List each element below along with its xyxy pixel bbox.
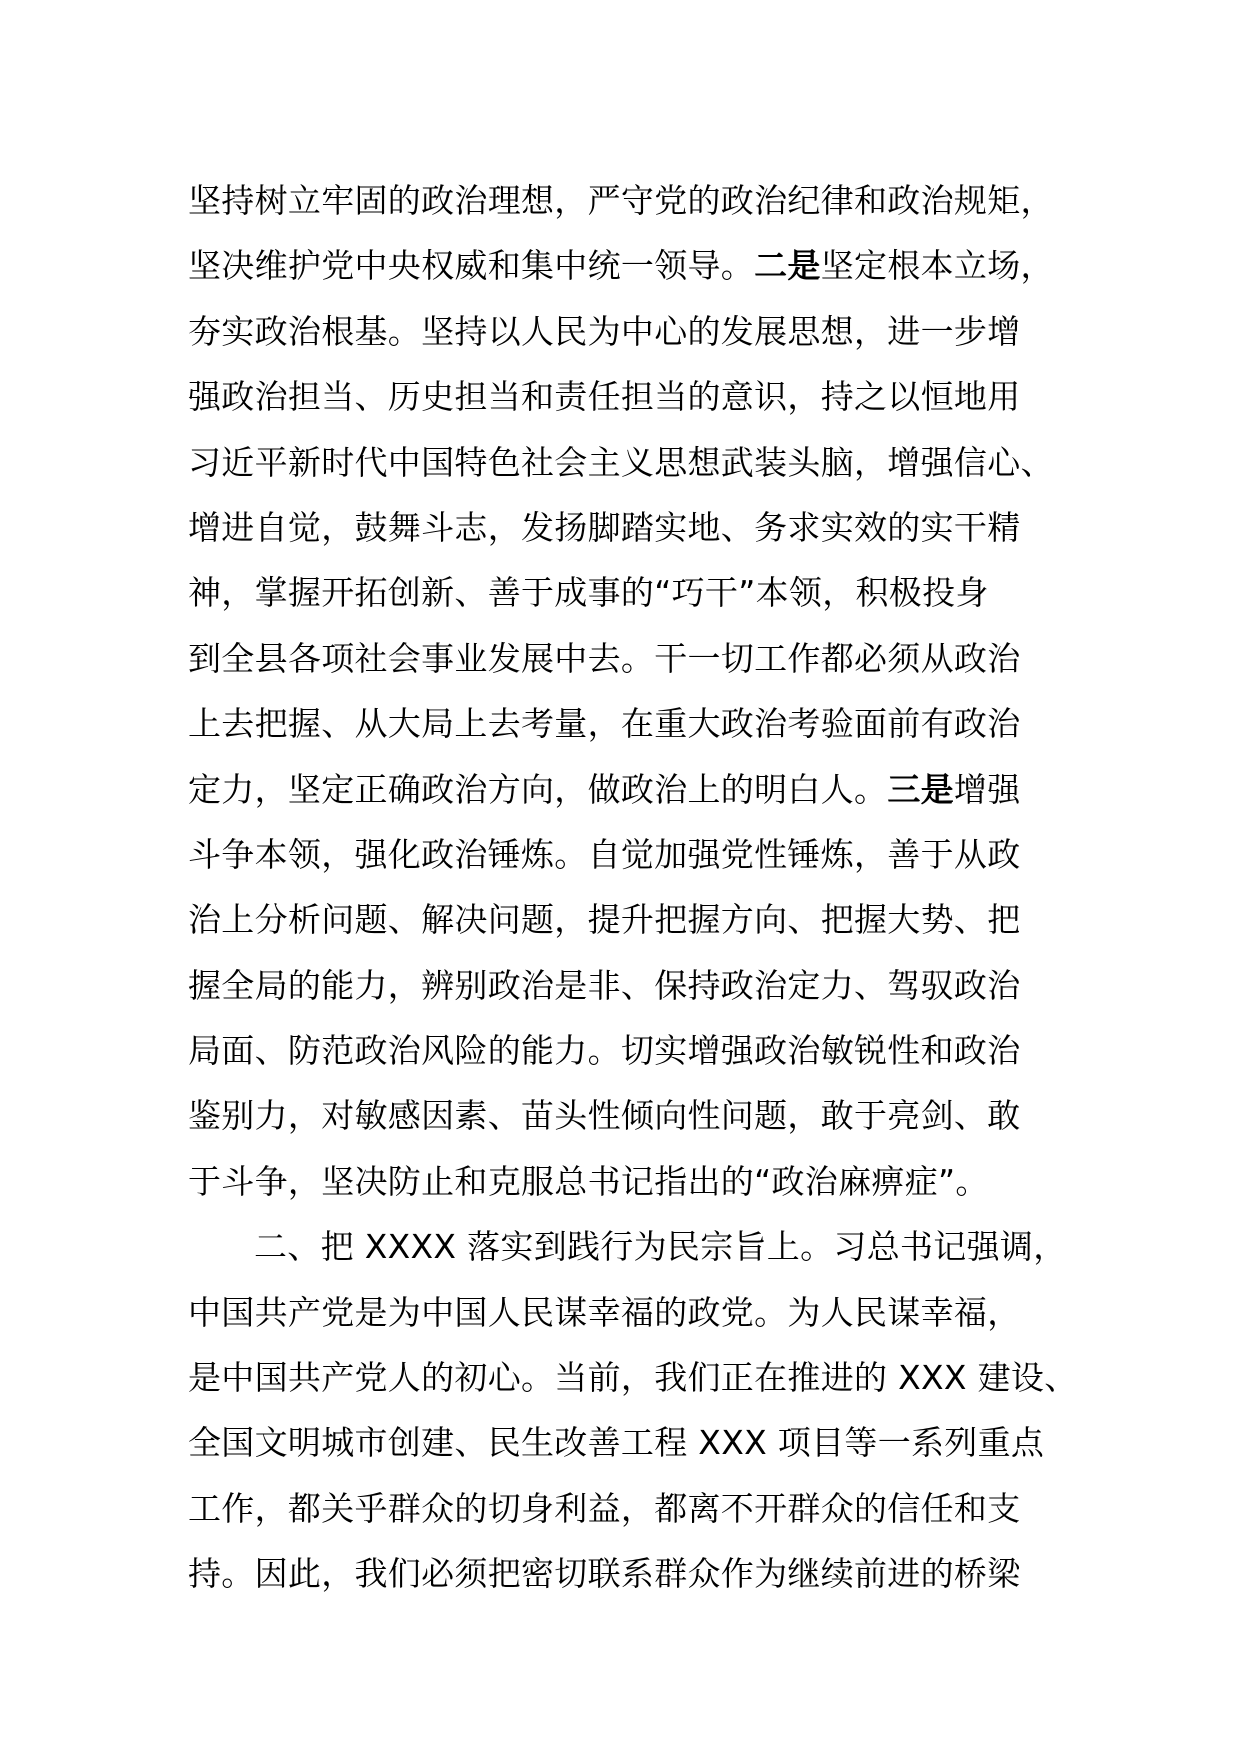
text-segment: 夯实政治根基。坚持以人民为中心的发展思想，进一步增 <box>188 311 1021 351</box>
text-line <box>188 1149 1068 1214</box>
text-line <box>188 495 1068 560</box>
text-segment: 上去把握、从大局上去考量，在重大政治考验面前有政治 <box>188 704 1021 744</box>
text-line <box>188 430 1068 495</box>
bold-marker: 二是 <box>754 246 821 286</box>
text-segment: 神，掌握开拓创新、善于成事的“巧干”本领，积极投身 <box>188 573 989 613</box>
text-line <box>188 1214 1068 1279</box>
text-line <box>188 887 1068 952</box>
text-segment: 治上分析问题、解决问题，提升把握方向、把握大势、把 <box>188 900 1021 940</box>
text-line <box>188 560 1068 625</box>
text-segment: 于斗争，坚决防止和克服总书记指出的“政治麻痹症”。 <box>188 1161 989 1201</box>
text-segment: 坚持树立牢固的政治理想，严守党的政治纪律和政治规矩， <box>188 181 1054 220</box>
text-line <box>188 1018 1068 1083</box>
text-segment: 增进自觉，鼓舞斗志，发扬脚踏实地、务求实效的实干精 <box>188 507 1021 547</box>
text-segment: 持。因此，我们必须把密切联系群众作为继续前进的桥梁 <box>188 1554 1021 1594</box>
text-line <box>188 168 1068 233</box>
text-line <box>188 626 1068 691</box>
text-line <box>188 1083 1068 1148</box>
text-line <box>188 233 1068 298</box>
text-line <box>188 1476 1068 1541</box>
text-line <box>188 1345 1078 1410</box>
text-segment: 坚决维护党中央权威和集中统一领导。 <box>188 246 755 286</box>
text-line <box>188 757 1068 822</box>
text-line <box>188 822 1068 887</box>
text-segment: 到全县各项社会事业发展中去。干一切工作都必须从政治 <box>188 638 1021 678</box>
text-segment: 定力，坚定正确政治方向，做政治上的明白人。 <box>188 769 888 809</box>
text-segment: 中国共产党是为中国人民谋幸福的政党。为人民谋幸福， <box>188 1292 1021 1332</box>
text-segment: 局面、防范政治风险的能力。切实增强政治敏锐性和政治 <box>188 1031 1021 1071</box>
text-segment: 增强 <box>953 769 1021 809</box>
text-line <box>188 1280 1068 1345</box>
text-line <box>188 1410 1068 1475</box>
text-line <box>188 364 1068 429</box>
text-line <box>188 1541 1068 1606</box>
text-segment: 握全局的能力，辨别政治是非、保持政治定力、驾驭政治 <box>188 965 1021 1005</box>
text-line <box>188 953 1068 1018</box>
text-segment: 工作，都关乎群众的切身利益，都离不开群众的信任和支 <box>188 1488 1021 1528</box>
body-text <box>188 168 1078 1607</box>
text-segment: 二、把 XXXX 落实到践行为民宗旨上。习总书记强调， <box>254 1227 1067 1267</box>
text-segment: 斗争本领，强化政治锤炼。自觉加强党性锤炼，善于从政 <box>188 834 1021 874</box>
text-segment: 习近平新时代中国特色社会主义思想武装头脑，增强信心、 <box>188 442 1054 482</box>
text-segment: 是中国共产党人的初心。当前，我们正在推进的 XXX 建设、 <box>188 1358 1078 1398</box>
text-segment: 坚定根本立场， <box>820 246 1054 286</box>
text-segment: 鉴别力，对敏感因素、苗头性倾向性问题，敢于亮剑、敢 <box>188 1096 1021 1136</box>
bold-marker: 三是 <box>887 769 954 809</box>
text-segment: 全国文明城市创建、民生改善工程 XXX 项目等一系列重点 <box>188 1423 1045 1463</box>
text-line <box>188 691 1068 756</box>
text-line <box>188 299 1068 364</box>
text-segment: 强政治担当、历史担当和责任担当的意识，持之以恒地用 <box>188 377 1021 417</box>
